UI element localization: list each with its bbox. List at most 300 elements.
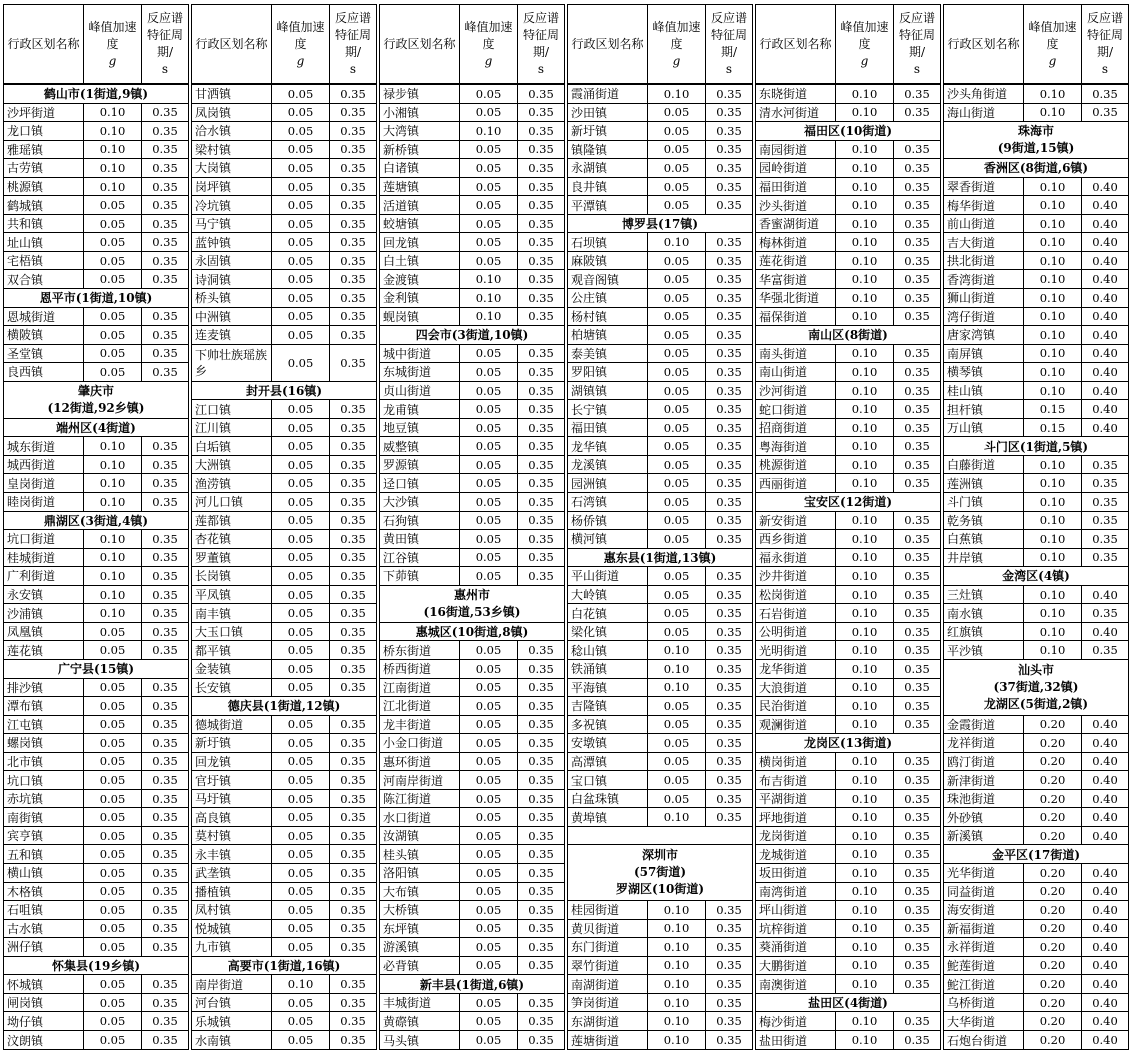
peak-acceleration-cell: 0.10 [648, 679, 706, 697]
table-row [756, 104, 940, 123]
table-row [568, 660, 752, 679]
spectrum-period-cell: 0.40 [1092, 977, 1118, 992]
spectrum-period-cell: 0.35 [340, 179, 366, 194]
division-name-cell: 迳口镇 [380, 474, 460, 492]
spectrum-period-cell: 0.35 [340, 142, 366, 157]
division-name-cell: 新安街道 [756, 512, 836, 530]
table-column-2 [191, 4, 377, 1050]
section-heading-label: 德庆县(1街道,12镇) [227, 699, 341, 714]
division-name-cell: 南澳街道 [756, 975, 836, 993]
table-row [944, 474, 1128, 493]
spectrum-period-cell: 0.35 [904, 86, 930, 101]
peak-acceleration-cell: 0.05 [648, 604, 706, 622]
table-row [944, 233, 1128, 252]
spectrum-period-cell: 0.40 [1092, 828, 1118, 843]
table-row [380, 753, 564, 772]
peak-acceleration-cell: 0.10 [836, 901, 894, 919]
table-row [756, 549, 940, 568]
division-name-cell: 桥西街道 [380, 660, 460, 678]
division-name-cell: 龙华镇 [568, 437, 648, 455]
peak-acceleration-cell: 0.20 [1024, 716, 1082, 734]
spectrum-period-cell: 0.35 [340, 865, 366, 880]
division-name-cell: 桃源镇 [4, 178, 84, 196]
table-row [756, 975, 940, 994]
peak-acceleration-cell: 0.05 [648, 270, 706, 288]
peak-acceleration-cell: 0.10 [1024, 270, 1082, 288]
table-row [380, 567, 564, 586]
spectrum-period-cell: 0.35 [340, 735, 366, 750]
spectrum-period-cell: 0.35 [904, 680, 930, 695]
spectrum-period-cell: 0.35 [904, 531, 930, 546]
spectrum-period-cell: 0.35 [904, 902, 930, 917]
spectrum-period-cell: 0.35 [904, 179, 930, 194]
division-name-cell: 白盆珠镇 [568, 790, 648, 808]
division-name-cell: 马圩镇 [192, 790, 272, 808]
table-row [380, 308, 564, 327]
peak-acceleration-cell: 0.05 [460, 382, 518, 400]
spectrum-period-cell: 0.35 [1092, 86, 1118, 101]
section-heading-label: 端州区(4街道) [56, 421, 136, 436]
peak-acceleration-cell: 0.10 [648, 957, 706, 975]
division-name-cell: 江屯镇 [4, 716, 84, 734]
table-row [380, 493, 564, 512]
table-row [380, 85, 564, 104]
table-row [192, 994, 376, 1013]
section-heading-label: 惠东县(1街道,13镇) [603, 550, 717, 565]
table-row [756, 586, 940, 605]
peak-acceleration-cell: 0.10 [836, 159, 894, 177]
spectrum-period-cell: 0.35 [152, 754, 178, 769]
table-row [192, 845, 376, 864]
peak-acceleration-cell: 0.10 [648, 1031, 706, 1050]
peak-acceleration-cell: 0.10 [1024, 326, 1082, 344]
division-name-cell: 古劳镇 [4, 159, 84, 177]
peak-acceleration-cell: 0.10 [460, 308, 518, 326]
peak-acceleration-cell: 0.05 [648, 196, 706, 214]
peak-acceleration-cell: 0.05 [272, 233, 330, 251]
peak-acceleration-cell: 0.10 [648, 1012, 706, 1030]
spectrum-period-cell: 0.35 [528, 476, 554, 491]
peak-acceleration-cell: 0.10 [84, 178, 142, 196]
table-row [756, 1012, 940, 1031]
division-name-cell: 坑梓街道 [756, 920, 836, 938]
spectrum-period-cell: 0.35 [152, 1033, 178, 1048]
table-row [4, 530, 188, 549]
spectrum-period-cell: 0.35 [528, 420, 554, 435]
spectrum-period-cell: 0.35 [716, 272, 742, 287]
spectrum-period-cell: 0.35 [152, 364, 178, 379]
table-row [756, 845, 940, 864]
peak-acceleration-cell: 0.10 [836, 660, 894, 678]
division-name-cell: 横河镇 [568, 530, 648, 548]
division-name-cell: 新圩镇 [192, 734, 272, 752]
division-name-cell: 共和镇 [4, 215, 84, 233]
section-heading [192, 957, 376, 976]
peak-acceleration-cell: 0.10 [836, 289, 894, 307]
spectrum-period-cell: 0.35 [528, 921, 554, 936]
division-name-cell: 永固镇 [192, 252, 272, 270]
spectrum-period-cell: 0.35 [904, 606, 930, 621]
table-row [568, 456, 752, 475]
spectrum-period-cell: 0.35 [528, 235, 554, 250]
peak-acceleration-cell: 0.10 [836, 679, 894, 697]
header-division-name: 行政区划名称 [756, 5, 836, 83]
peak-acceleration-cell: 0.10 [836, 215, 894, 233]
table-row [192, 808, 376, 827]
spectrum-period-cell: 0.35 [528, 568, 554, 583]
division-name-cell: 龙口镇 [4, 122, 84, 140]
spectrum-period-cell: 0.35 [340, 235, 366, 250]
division-name-cell: 渔涝镇 [192, 474, 272, 492]
table-row [192, 864, 376, 883]
division-name-cell: 莲塘街道 [568, 1031, 648, 1050]
peak-acceleration-cell: 0.05 [272, 308, 330, 326]
section-heading [944, 437, 1128, 456]
spectrum-period-cell: 0.35 [716, 420, 742, 435]
division-name-cell: 罗阳镇 [568, 363, 648, 381]
peak-acceleration-cell: 0.10 [1024, 363, 1082, 381]
spectrum-period-cell: 0.35 [340, 624, 366, 639]
division-name-cell: 宅梧镇 [4, 252, 84, 270]
division-name-cell: 桃源街道 [756, 456, 836, 474]
spectrum-period-cell: 0.40 [1092, 921, 1118, 936]
division-name-cell: 鹤城镇 [4, 196, 84, 214]
spectrum-period-cell: 0.35 [904, 643, 930, 658]
division-name-cell: 都平镇 [192, 641, 272, 659]
table-row [380, 345, 564, 364]
table-row [380, 901, 564, 920]
spectrum-period-cell: 0.35 [152, 550, 178, 565]
spectrum-period-cell: 0.35 [152, 179, 178, 194]
peak-acceleration-cell: 0.05 [460, 753, 518, 771]
table-row [944, 734, 1128, 753]
division-name-cell: 拱北街道 [944, 252, 1024, 270]
division-name-cell: 龙丰街道 [380, 716, 460, 734]
section-heading-line: 深圳市 [641, 848, 678, 863]
section-heading-label: 高要市(1街道,16镇) [227, 958, 341, 973]
table-row [192, 604, 376, 623]
table-row [4, 716, 188, 735]
spectrum-period-cell: 0.40 [1092, 624, 1118, 639]
peak-acceleration-cell: 0.05 [272, 1012, 330, 1030]
division-name-cell: 石炮台街道 [944, 1031, 1024, 1050]
division-name-cell: 公庄镇 [568, 289, 648, 307]
peak-acceleration-cell: 0.10 [836, 753, 894, 771]
peak-acceleration-cell: 0.10 [836, 771, 894, 789]
peak-acceleration-cell: 0.20 [1024, 808, 1082, 826]
header-division-name: 行政区划名称 [4, 5, 84, 83]
division-name-cell: 长安镇 [192, 679, 272, 697]
header-division-name: 行政区划名称 [568, 5, 648, 83]
table-row [568, 957, 752, 976]
section-heading [380, 975, 564, 994]
spectrum-period-cell: 0.35 [340, 457, 366, 472]
division-name-cell: 洽水镇 [192, 122, 272, 140]
peak-acceleration-cell: 0.05 [272, 771, 330, 789]
spectrum-period-cell: 0.35 [152, 235, 178, 250]
table-row [380, 957, 564, 976]
spectrum-period-cell: 0.40 [1092, 995, 1118, 1010]
table-row [944, 493, 1128, 512]
section-heading [568, 215, 752, 234]
table-row [944, 883, 1128, 902]
peak-acceleration-cell: 0.10 [836, 141, 894, 159]
peak-acceleration-cell: 0.20 [1024, 883, 1082, 901]
spectrum-period-cell: 0.35 [716, 531, 742, 546]
peak-acceleration-cell: 0.05 [460, 827, 518, 845]
spectrum-period-cell: 0.35 [716, 661, 742, 676]
table-row [192, 549, 376, 568]
spectrum-period-cell: 0.35 [528, 995, 554, 1010]
peak-acceleration-cell: 0.10 [84, 437, 142, 455]
table-row [568, 141, 752, 160]
table-row [192, 530, 376, 549]
peak-acceleration-cell: 0.10 [648, 920, 706, 938]
spectrum-period-cell: 0.35 [904, 420, 930, 435]
division-name-cell: 水南镇 [192, 1031, 272, 1050]
spectrum-period-cell: 0.40 [1092, 235, 1118, 250]
spectrum-period-cell: 0.35 [904, 550, 930, 565]
section-heading-label: 博罗县(17镇) [621, 217, 699, 232]
division-name-cell: 水口街道 [380, 808, 460, 826]
peak-acceleration-cell: 0.10 [1024, 215, 1082, 233]
header-peak-acceleration: 峰值加速度 g [1024, 5, 1082, 83]
division-name-cell: 杨村镇 [568, 308, 648, 326]
peak-acceleration-cell: 0.10 [84, 604, 142, 622]
peak-acceleration-cell: 0.05 [272, 660, 330, 678]
table-row [380, 530, 564, 549]
section-heading-line: (37街道,32镇) [993, 679, 1079, 694]
peak-acceleration-cell: 0.10 [836, 512, 894, 530]
table-row [756, 252, 940, 271]
spectrum-period-cell: 0.35 [716, 309, 742, 324]
spectrum-period-cell: 0.35 [528, 160, 554, 175]
table-row [756, 957, 940, 976]
peak-acceleration-cell: 0.05 [84, 196, 142, 214]
section-heading [756, 326, 940, 345]
spectrum-period-cell: 0.35 [1092, 550, 1118, 565]
peak-acceleration-cell: 0.05 [272, 641, 330, 659]
section-heading-label: 福田区(10街道) [803, 124, 893, 139]
division-name-cell: 新津街道 [944, 771, 1024, 789]
table-row [756, 530, 940, 549]
spectrum-period-cell: 0.35 [528, 717, 554, 732]
peak-acceleration-cell: 0.05 [272, 85, 330, 103]
section-heading-label: 南山区(8街道) [808, 328, 888, 343]
division-name-cell: 大布镇 [380, 883, 460, 901]
table-row [192, 771, 376, 790]
spectrum-period-cell: 0.40 [1092, 958, 1118, 973]
blank-row [568, 827, 752, 846]
division-name-cell: 城中街道 [380, 345, 460, 363]
division-name-cell: 福田街道 [756, 178, 836, 196]
peak-acceleration-cell: 0.05 [272, 994, 330, 1012]
division-name-cell: 莲塘镇 [380, 178, 460, 196]
spectrum-period-cell: 0.35 [716, 606, 742, 621]
section-heading-label: 惠城区(10街道,8镇) [415, 625, 529, 640]
division-name-cell: 光明街道 [756, 641, 836, 659]
header-peak-acceleration: 峰值加速度 g [84, 5, 142, 83]
table-row [192, 141, 376, 160]
peak-acceleration-cell: 0.10 [836, 586, 894, 604]
division-name-cell: 江川镇 [192, 419, 272, 437]
spectrum-period-cell: 0.35 [340, 606, 366, 621]
spectrum-period-cell: 0.35 [904, 364, 930, 379]
header-spectrum-period: 反应谱特征周期/ s [522, 11, 559, 76]
table-row [568, 159, 752, 178]
peak-acceleration-cell: 0.05 [460, 549, 518, 567]
spectrum-period-cell: 0.35 [528, 531, 554, 546]
division-name-cell: 南丰镇 [192, 604, 272, 622]
spectrum-period-cell: 0.35 [152, 977, 178, 992]
spectrum-period-cell: 0.35 [152, 105, 178, 120]
peak-acceleration-cell: 0.05 [460, 474, 518, 492]
division-name-cell: 笋岗街道 [568, 994, 648, 1012]
table-row [4, 641, 188, 660]
division-name-cell: 怀城镇 [4, 975, 84, 993]
peak-acceleration-cell: 0.20 [1024, 734, 1082, 752]
table-row [4, 196, 188, 215]
peak-acceleration-cell: 0.10 [836, 363, 894, 381]
division-name-cell: 马头镇 [380, 1031, 460, 1050]
peak-acceleration-cell: 0.05 [648, 345, 706, 363]
spectrum-period-cell: 0.35 [904, 142, 930, 157]
table-row [944, 790, 1128, 809]
division-name-cell: 霞涌街道 [568, 85, 648, 103]
table-row [4, 604, 188, 623]
peak-acceleration-cell: 0.10 [1024, 530, 1082, 548]
division-name-cell: 官圩镇 [192, 771, 272, 789]
peak-acceleration-cell: 0.05 [84, 845, 142, 863]
peak-acceleration-cell: 0.05 [460, 1031, 518, 1050]
peak-acceleration-cell: 0.10 [1024, 178, 1082, 196]
section-heading-label: 封开县(16镇) [245, 384, 323, 399]
table-row [4, 883, 188, 902]
table-row [944, 623, 1128, 642]
peak-acceleration-cell: 0.10 [84, 567, 142, 585]
spectrum-period-cell: 0.35 [528, 309, 554, 324]
division-name-cell: 福保街道 [756, 308, 836, 326]
spectrum-period-cell: 0.35 [716, 253, 742, 268]
table-row [756, 400, 940, 419]
table-row [4, 178, 188, 197]
spectrum-period-cell: 0.40 [1092, 420, 1118, 435]
spectrum-period-cell: 0.35 [340, 309, 366, 324]
peak-acceleration-cell: 0.10 [836, 864, 894, 882]
table-header [568, 5, 752, 85]
spectrum-period-cell: 0.35 [528, 86, 554, 101]
peak-acceleration-cell: 0.05 [460, 159, 518, 177]
spectrum-period-cell: 0.35 [528, 810, 554, 825]
division-name-cell: 贞山街道 [380, 382, 460, 400]
spectrum-period-cell: 0.35 [152, 773, 178, 787]
division-name-cell: 沙头角街道 [944, 85, 1024, 103]
spectrum-period-cell: 0.35 [340, 995, 366, 1010]
peak-acceleration-cell: 0.05 [84, 994, 142, 1012]
peak-acceleration-cell: 0.10 [648, 901, 706, 919]
table-row [4, 456, 188, 475]
division-name-cell: 大玉口镇 [192, 623, 272, 641]
division-name-cell: 翠竹街道 [568, 957, 648, 975]
section-heading-block [944, 660, 1128, 715]
table-row [944, 215, 1128, 234]
table-row [756, 289, 940, 308]
peak-acceleration-cell: 0.10 [648, 808, 706, 826]
spectrum-period-cell: 0.35 [904, 810, 930, 825]
table-row [192, 474, 376, 493]
division-name-cell: 小金口街道 [380, 734, 460, 752]
peak-acceleration-cell: 0.10 [836, 790, 894, 808]
division-name-cell: 长岗镇 [192, 567, 272, 585]
table-row [568, 363, 752, 382]
spectrum-period-cell: 0.35 [528, 216, 554, 231]
peak-acceleration-cell: 0.10 [1024, 641, 1082, 659]
table-row [944, 456, 1128, 475]
table-row [4, 864, 188, 883]
spectrum-period-cell: 0.40 [1092, 364, 1118, 379]
peak-acceleration-cell: 0.05 [272, 901, 330, 919]
spectrum-period-cell: 0.40 [1092, 865, 1118, 880]
spectrum-period-cell: 0.35 [716, 754, 742, 769]
spectrum-period-cell: 0.35 [340, 105, 366, 120]
spectrum-period-cell: 0.35 [528, 364, 554, 379]
spectrum-period-cell: 0.35 [904, 698, 930, 713]
peak-acceleration-cell: 0.10 [836, 437, 894, 455]
spectrum-period-cell: 0.35 [152, 624, 178, 639]
division-name-cell: 址山镇 [4, 233, 84, 251]
table-row [380, 790, 564, 809]
section-heading [756, 122, 940, 141]
division-name-cell: 平湖街道 [756, 790, 836, 808]
table-row [756, 938, 940, 957]
table-row [380, 641, 564, 660]
table-row [4, 270, 188, 289]
division-name-cell: 高良镇 [192, 808, 272, 826]
division-name-cell: 园洲镇 [568, 474, 648, 492]
section-heading-label: 盐田区(4街道) [808, 996, 888, 1011]
peak-acceleration-cell: 0.05 [460, 456, 518, 474]
spectrum-period-cell: 0.35 [716, 364, 742, 379]
spectrum-period-cell: 0.35 [340, 439, 366, 454]
section-heading [944, 567, 1128, 586]
table-row [380, 141, 564, 160]
peak-acceleration-cell: 0.05 [648, 419, 706, 437]
spectrum-period-cell: 0.35 [340, 828, 366, 843]
table-row [380, 474, 564, 493]
division-name-cell: 吉隆镇 [568, 697, 648, 715]
spectrum-period-cell: 0.35 [716, 791, 742, 806]
peak-acceleration-cell: 0.10 [1024, 252, 1082, 270]
table-row [568, 233, 752, 252]
spectrum-period-cell: 0.35 [152, 439, 178, 454]
division-name-cell: 黄田镇 [380, 530, 460, 548]
division-name-cell: 西乡街道 [756, 530, 836, 548]
division-name-cell: 蛇口街道 [756, 400, 836, 418]
division-name-cell: 莲洲镇 [944, 474, 1024, 492]
spectrum-period-cell: 0.35 [528, 661, 554, 676]
section-heading-label: 新丰县(1街道,6镇) [419, 977, 525, 992]
peak-acceleration-cell: 0.05 [84, 326, 142, 344]
table-row [380, 178, 564, 197]
spectrum-period-cell: 0.40 [1092, 402, 1118, 417]
division-name-cell: 南头街道 [756, 345, 836, 363]
peak-acceleration-cell: 0.05 [84, 827, 142, 845]
peak-acceleration-cell: 0.05 [648, 771, 706, 789]
peak-acceleration-cell: 0.05 [272, 827, 330, 845]
peak-acceleration-cell: 0.05 [460, 104, 518, 122]
section-heading [756, 994, 940, 1013]
peak-acceleration-cell: 0.10 [1024, 549, 1082, 567]
